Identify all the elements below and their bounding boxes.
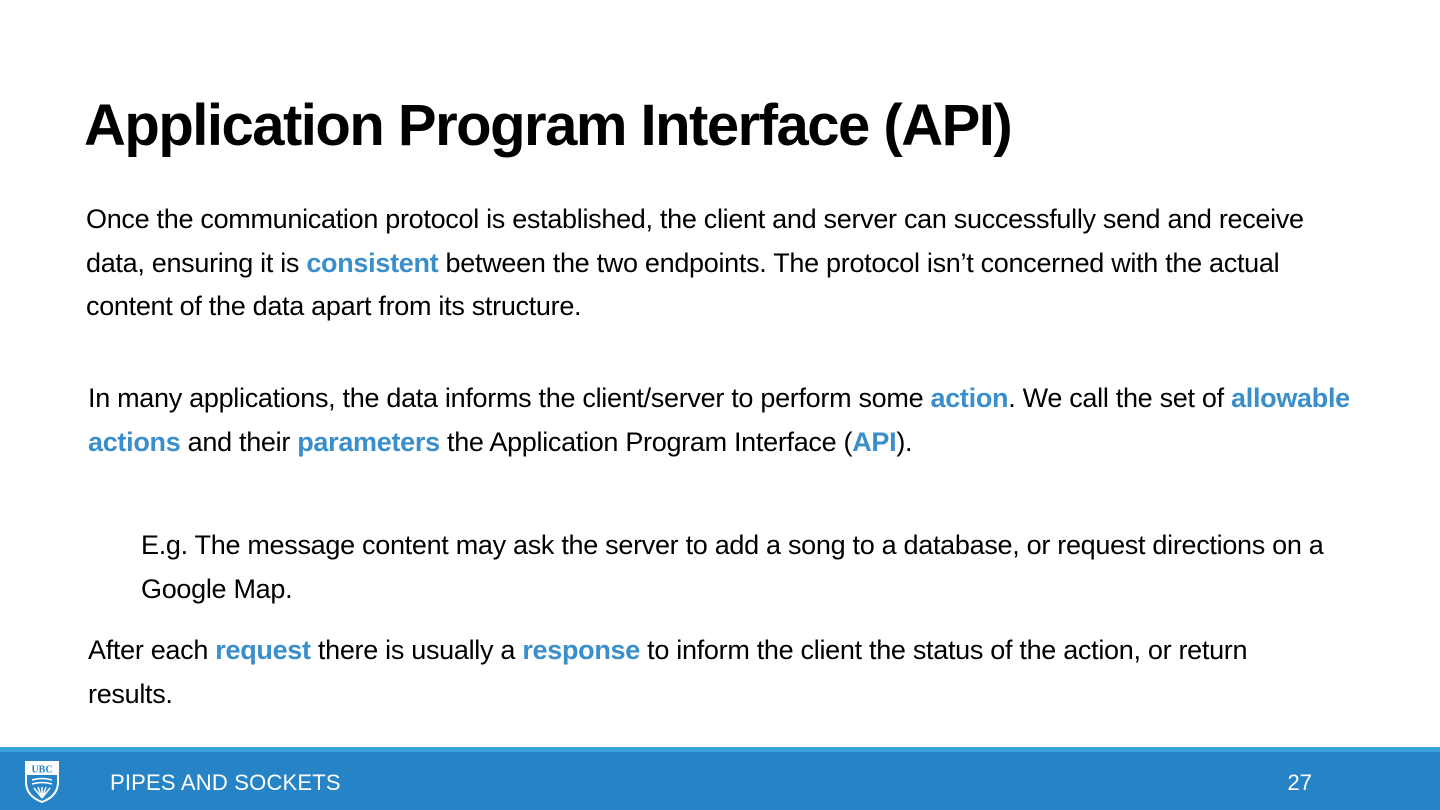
- slide-title: Application Program Interface (API): [84, 93, 1012, 158]
- highlight-consistent: consistent: [306, 247, 439, 278]
- footer-bar: [0, 752, 1440, 810]
- paragraph-text: the Application Program Interface (: [439, 426, 853, 457]
- paragraph-text: ).: [896, 426, 913, 457]
- paragraph-text: In many applications, the data informs the client/server to perform some: [88, 383, 931, 413]
- ubc-crest-icon: [24, 760, 60, 804]
- highlight-allowable-actions: allowable actions: [88, 383, 1350, 457]
- paragraph-example: E.g. The message content may ask the server to add a song to a database, or request directions on a Google Map.: [141, 530, 1324, 604]
- paragraph-text: Once the communication protocol is established, the client and server can successfully send and receive data, ensuring it is: [86, 204, 1304, 278]
- paragraph-text: and their: [180, 426, 298, 457]
- paragraph-request-response: [88, 629, 1338, 716]
- highlight-action: action: [930, 383, 1009, 413]
- paragraph-text: After each: [88, 635, 216, 665]
- paragraph-protocol: [86, 198, 1366, 329]
- highlight-api: API: [852, 426, 897, 457]
- paragraph-text: to inform the client the status of the action, or return results.: [88, 635, 1248, 709]
- highlight-parameters: parameters: [297, 426, 440, 457]
- svg-text:UBC: UBC: [31, 764, 53, 776]
- paragraph-text: . We call the set of: [1008, 383, 1232, 413]
- paragraph-api: [88, 377, 1358, 464]
- footer-section-label: PIPES AND SOCKETS: [110, 770, 341, 795]
- paragraph-text: there is usually a: [310, 635, 523, 665]
- highlight-request: request: [215, 635, 311, 665]
- paragraph-text: between the two endpoints. The protocol isn’t concerned with the actual content of the data apart from its structure.: [86, 247, 1280, 321]
- page-number: 27: [1287, 770, 1312, 795]
- highlight-response: response: [522, 635, 640, 665]
